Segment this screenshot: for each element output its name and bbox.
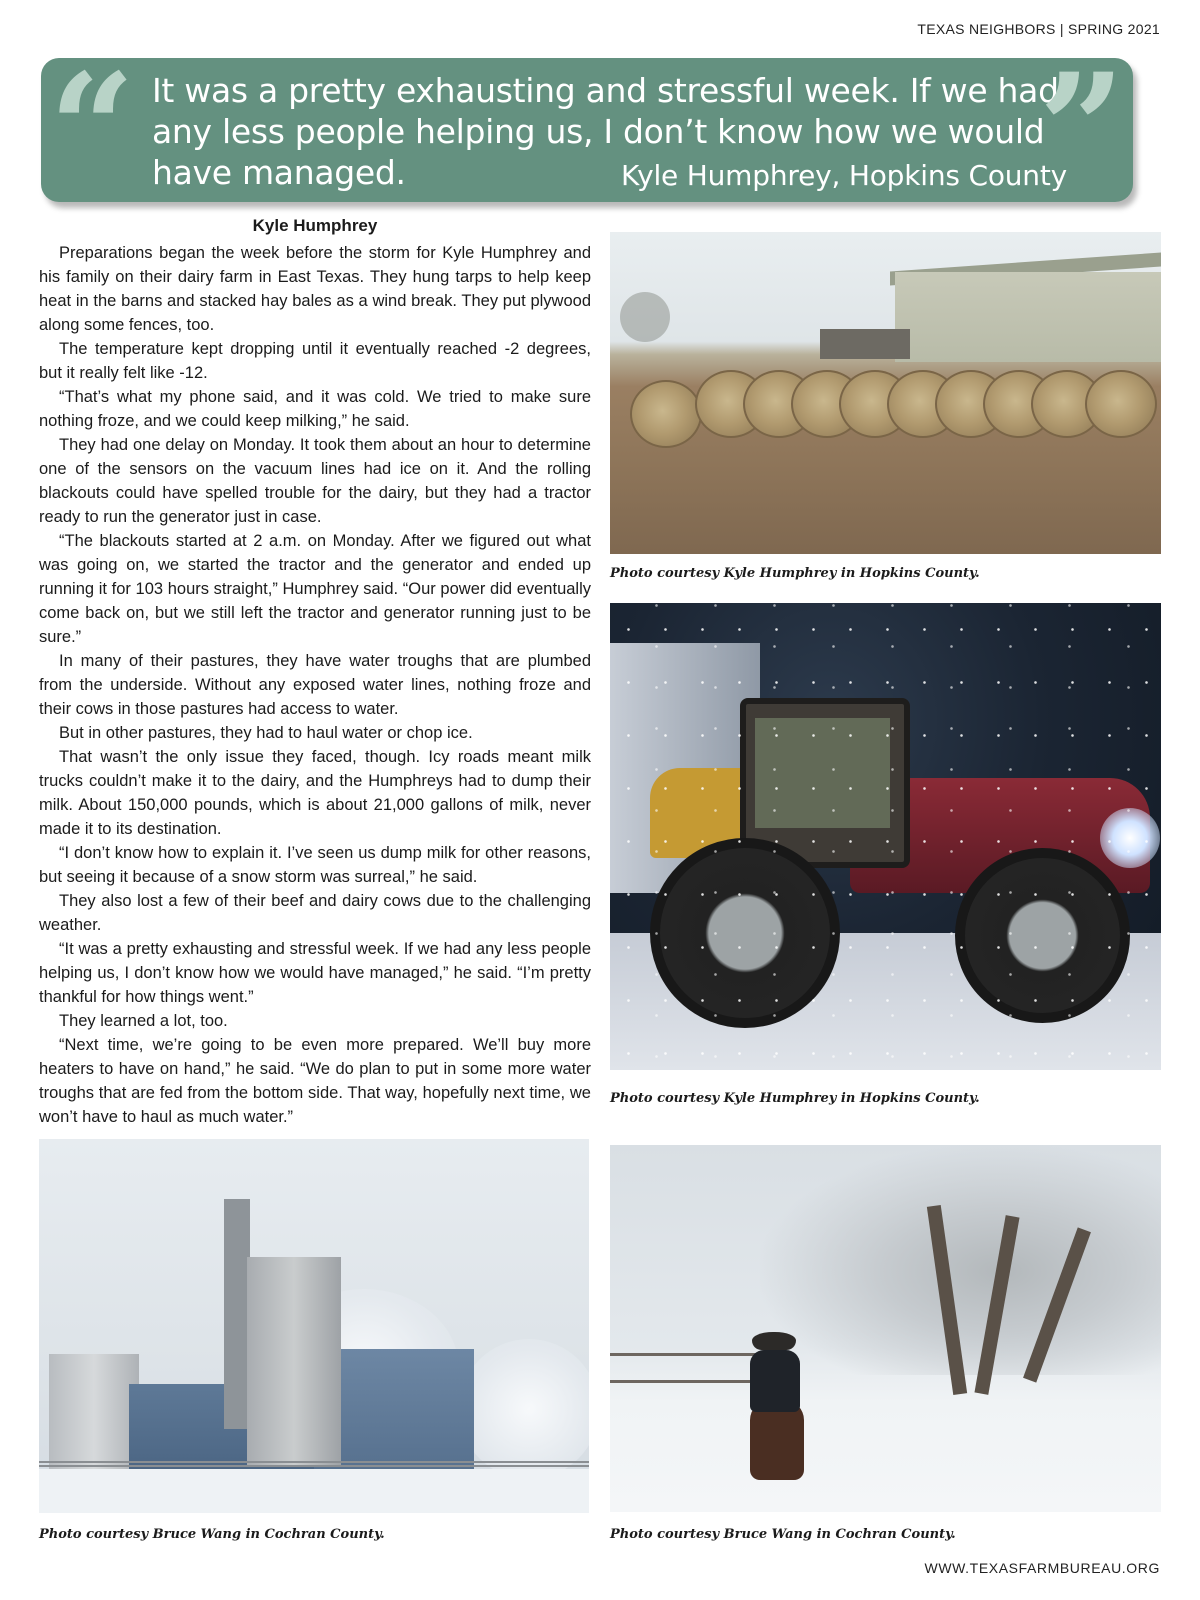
storage-tanks-shape <box>49 1354 139 1474</box>
article-paragraph: “It was a pretty exhausting and stressful week. If we had any less people helping us, I don’t know how we would have managed,” he said. “I’m pretty thankful for how things went.” <box>39 940 591 1006</box>
page-header: TEXAS NEIGHBORS | SPRING 2021 <box>917 21 1160 37</box>
fence-shape <box>610 1353 760 1383</box>
tractor-photo <box>610 603 1161 1070</box>
tree-shape <box>620 292 670 342</box>
close-quote-icon: ” <box>1038 41 1125 217</box>
article-paragraph: “Next time, we’re going to be even more prepared. We’ll buy more heaters to have on hand,” he said. “We do plan to put in some more water troughs that are fed from the bottom side. That way, hopefully next time, we won’t have to haul as much water.” <box>39 1036 591 1126</box>
article-paragraph: They also lost a few of their beef and dairy cows due to the challenging weather. <box>39 892 591 934</box>
rider-shape <box>750 1350 800 1412</box>
article-paragraph: “I don’t know how to explain it. I’ve seen us dump milk for other reasons, but seeing it because of a snow storm was surreal,” he said. <box>39 844 591 886</box>
snowy-ground-shape <box>39 1469 589 1513</box>
pull-quote-text: It was a pretty exhausting and stressful week. If we had any less people helping us, I don’t know how we would have managed. <box>152 71 1059 192</box>
page-footer: WWW.TEXASFARMBUREAU.ORG <box>924 1560 1160 1576</box>
article-heading: Kyle Humphrey <box>252 216 378 235</box>
article-paragraph: But in other pastures, they had to haul water or chop ice. <box>59 724 473 742</box>
article-paragraph: That wasn’t the only issue they faced, though. Icy roads meant milk trucks couldn’t make it to the dairy, and the Humphreys had to dump their milk. About 150,000 pounds, which is about 21,000 gallons of milk, never made it to its destination. <box>39 748 591 838</box>
grain-elevator-photo <box>39 1139 589 1513</box>
photo-caption: Photo courtesy Kyle Humphrey in Hopkins County. <box>610 1091 980 1106</box>
cowboy-hat-shape <box>752 1332 796 1350</box>
article-paragraph: “That’s what my phone said, and it was cold. We tried to make sure nothing froze, and we could keep milking,” he said. <box>39 388 591 430</box>
photo-caption: Photo courtesy Kyle Humphrey in Hopkins County. <box>610 566 980 581</box>
horse-shape <box>750 1400 804 1480</box>
fence-shape <box>39 1461 589 1467</box>
photo-caption: Photo courtesy Bruce Wang in Cochran County. <box>610 1527 956 1542</box>
frosted-trees-shape <box>760 1145 1161 1375</box>
photo-caption: Photo courtesy Bruce Wang in Cochran County. <box>39 1527 385 1542</box>
frosted-tree-shape <box>459 1339 589 1479</box>
article-paragraph: Preparations began the week before the storm for Kyle Humphrey and his family on their dairy farm in East Texas. They hung tarps to help keep heat in the barns and stacked hay bales as a wind break. They put plywood along some fences, too. <box>39 244 591 334</box>
article-paragraph: The temperature kept dropping until it eventually reached -2 degrees, but it really felt like -12. <box>39 340 591 382</box>
pull-quote-attribution: Kyle Humphrey, Hopkins County <box>620 159 1067 192</box>
horse-rider-photo <box>610 1145 1161 1512</box>
hay-bale-shape <box>630 380 702 448</box>
shed-shape <box>820 329 910 359</box>
pull-quote <box>41 41 1133 217</box>
snowfall-overlay <box>610 603 1161 1070</box>
open-quote-icon: “ <box>49 41 136 217</box>
hay-bales-photo <box>610 232 1161 554</box>
article-paragraph: “The blackouts started at 2 a.m. on Monday. After we figured out what was going on, we started the tractor and the generator and ended up running it for 103 hours straight,” Humphrey said. “Our power did eventually come back on, but we still left the tractor and generator running just to be sure.” <box>39 532 591 646</box>
hay-bale-shape <box>1085 370 1157 438</box>
article-paragraph: They learned a lot, too. <box>59 1012 228 1030</box>
barn-shape <box>895 272 1161 362</box>
article-body <box>39 216 591 1129</box>
silo-shape <box>247 1257 341 1467</box>
article-paragraph: They had one delay on Monday. It took them about an hour to determine one of the sensors on the vacuum lines had ice on it. And the rolling blackouts could have spelled trouble for the dairy, but they had a tractor ready to run the generator just in case. <box>39 436 591 526</box>
article-paragraph: In many of their pastures, they have water troughs that are plumbed from the underside. Without any exposed water lines, nothing froze and their cows in those pastures had access to water. <box>39 652 591 718</box>
